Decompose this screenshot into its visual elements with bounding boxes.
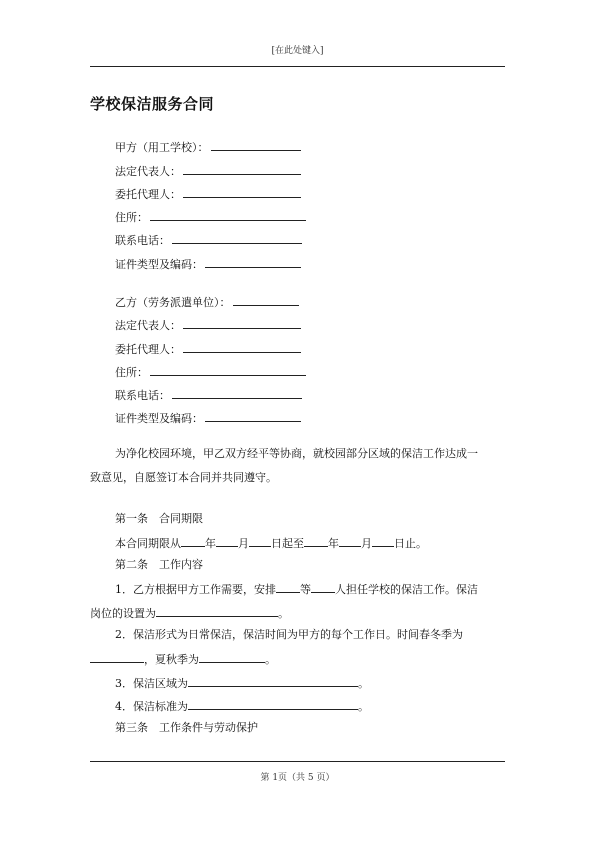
- document-title: 学校保洁服务合同: [90, 95, 215, 113]
- party-a-field[interactable]: [115, 256, 301, 270]
- fill-blank[interactable]: [211, 139, 301, 151]
- item-text: 等: [300, 583, 311, 596]
- field-label: 法定代表人：: [115, 319, 181, 332]
- article-heading: 第一条 合同期限: [115, 512, 203, 525]
- fill-blank[interactable]: [205, 256, 301, 268]
- party-b-field[interactable]: [115, 294, 299, 308]
- item-line: [115, 698, 369, 714]
- item-text: 。: [278, 607, 289, 620]
- intro-line: 为净化校园环境，甲乙双方经平等协商，就校园部分区域的保洁工作达成一: [115, 447, 478, 460]
- field-label: 甲方（用工学校）：: [115, 141, 209, 154]
- party-a-field[interactable]: [115, 209, 306, 223]
- fill-blank[interactable]: [276, 581, 300, 593]
- term-text: 日止。: [394, 537, 427, 550]
- intro-line: 致意见，自愿签订本合同并共同遵守。: [90, 471, 277, 484]
- fill-blank[interactable]: [249, 535, 271, 547]
- item-text: 4．保洁标准为: [115, 700, 188, 713]
- page-header: [在此处键入]: [271, 46, 324, 56]
- item-line: [90, 651, 276, 667]
- party-a-field[interactable]: [115, 139, 301, 153]
- field-label: 证件类型及编码：: [115, 412, 203, 425]
- party-a-field[interactable]: [115, 232, 302, 246]
- item-line: [115, 581, 478, 597]
- item-text: 岗位的设置为: [90, 607, 156, 620]
- term-text: 日起至: [271, 537, 304, 550]
- article-heading: 第二条 工作内容: [115, 558, 203, 571]
- fill-blank[interactable]: [216, 535, 238, 547]
- item-line: 2．保洁形式为日常保洁，保洁时间为甲方的每个工作日。时间春冬季为: [115, 628, 463, 641]
- item-text: ，夏秋季为: [144, 653, 199, 666]
- term-text: 月: [361, 537, 372, 550]
- fill-blank[interactable]: [90, 651, 144, 663]
- field-label: 法定代表人：: [115, 165, 181, 178]
- fill-blank[interactable]: [150, 364, 306, 376]
- term-text: 年: [328, 537, 339, 550]
- item-text: 。: [265, 653, 276, 666]
- fill-blank[interactable]: [172, 232, 302, 244]
- fill-blank[interactable]: [172, 387, 302, 399]
- party-b-field[interactable]: [115, 364, 306, 378]
- item-text: 人担任学校的保洁工作。保洁: [335, 583, 478, 596]
- fill-blank[interactable]: [183, 163, 301, 175]
- term-text: 月: [238, 537, 249, 550]
- fill-blank[interactable]: [199, 651, 265, 663]
- party-b-field[interactable]: [115, 317, 301, 331]
- fill-blank[interactable]: [183, 186, 301, 198]
- field-label: 联系电话：: [115, 234, 170, 247]
- field-label: 联系电话：: [115, 389, 170, 402]
- party-b-field[interactable]: [115, 387, 302, 401]
- fill-blank[interactable]: [183, 317, 301, 329]
- party-a-field[interactable]: [115, 163, 301, 177]
- fill-blank[interactable]: [188, 698, 358, 710]
- field-label: 委托代理人：: [115, 188, 181, 201]
- fill-blank[interactable]: [183, 341, 301, 353]
- page-footer: 第 1页（共 5 页）: [260, 773, 335, 783]
- field-label: 委托代理人：: [115, 343, 181, 356]
- fill-blank[interactable]: [339, 535, 361, 547]
- fill-blank[interactable]: [372, 535, 394, 547]
- fill-blank[interactable]: [233, 294, 299, 306]
- fill-blank[interactable]: [188, 675, 358, 687]
- item-text: 1．乙方根据甲方工作需要，安排: [115, 583, 276, 596]
- item-text: 。: [358, 677, 369, 690]
- term-text: 年: [205, 537, 216, 550]
- fill-blank[interactable]: [205, 410, 301, 422]
- term-text: 本合同期限从: [115, 537, 181, 550]
- party-b-field[interactable]: [115, 410, 301, 424]
- party-a-field[interactable]: [115, 186, 301, 200]
- field-label: 证件类型及编码：: [115, 258, 203, 271]
- fill-blank[interactable]: [156, 605, 278, 617]
- field-label: 住所：: [115, 211, 148, 224]
- term-line: [115, 535, 427, 551]
- fill-blank[interactable]: [181, 535, 205, 547]
- field-label: 住所：: [115, 366, 148, 379]
- field-label: 乙方（劳务派遣单位）：: [115, 296, 231, 309]
- fill-blank[interactable]: [311, 581, 335, 593]
- header-rule: [90, 66, 505, 67]
- fill-blank[interactable]: [150, 209, 306, 221]
- item-text: 3．保洁区域为: [115, 677, 188, 690]
- item-line: [115, 675, 369, 691]
- article-heading: 第三条 工作条件与劳动保护: [115, 721, 258, 734]
- item-text: 。: [358, 700, 369, 713]
- item-line: [90, 605, 289, 621]
- fill-blank[interactable]: [304, 535, 328, 547]
- party-b-field[interactable]: [115, 341, 301, 355]
- footer-rule: [90, 761, 505, 762]
